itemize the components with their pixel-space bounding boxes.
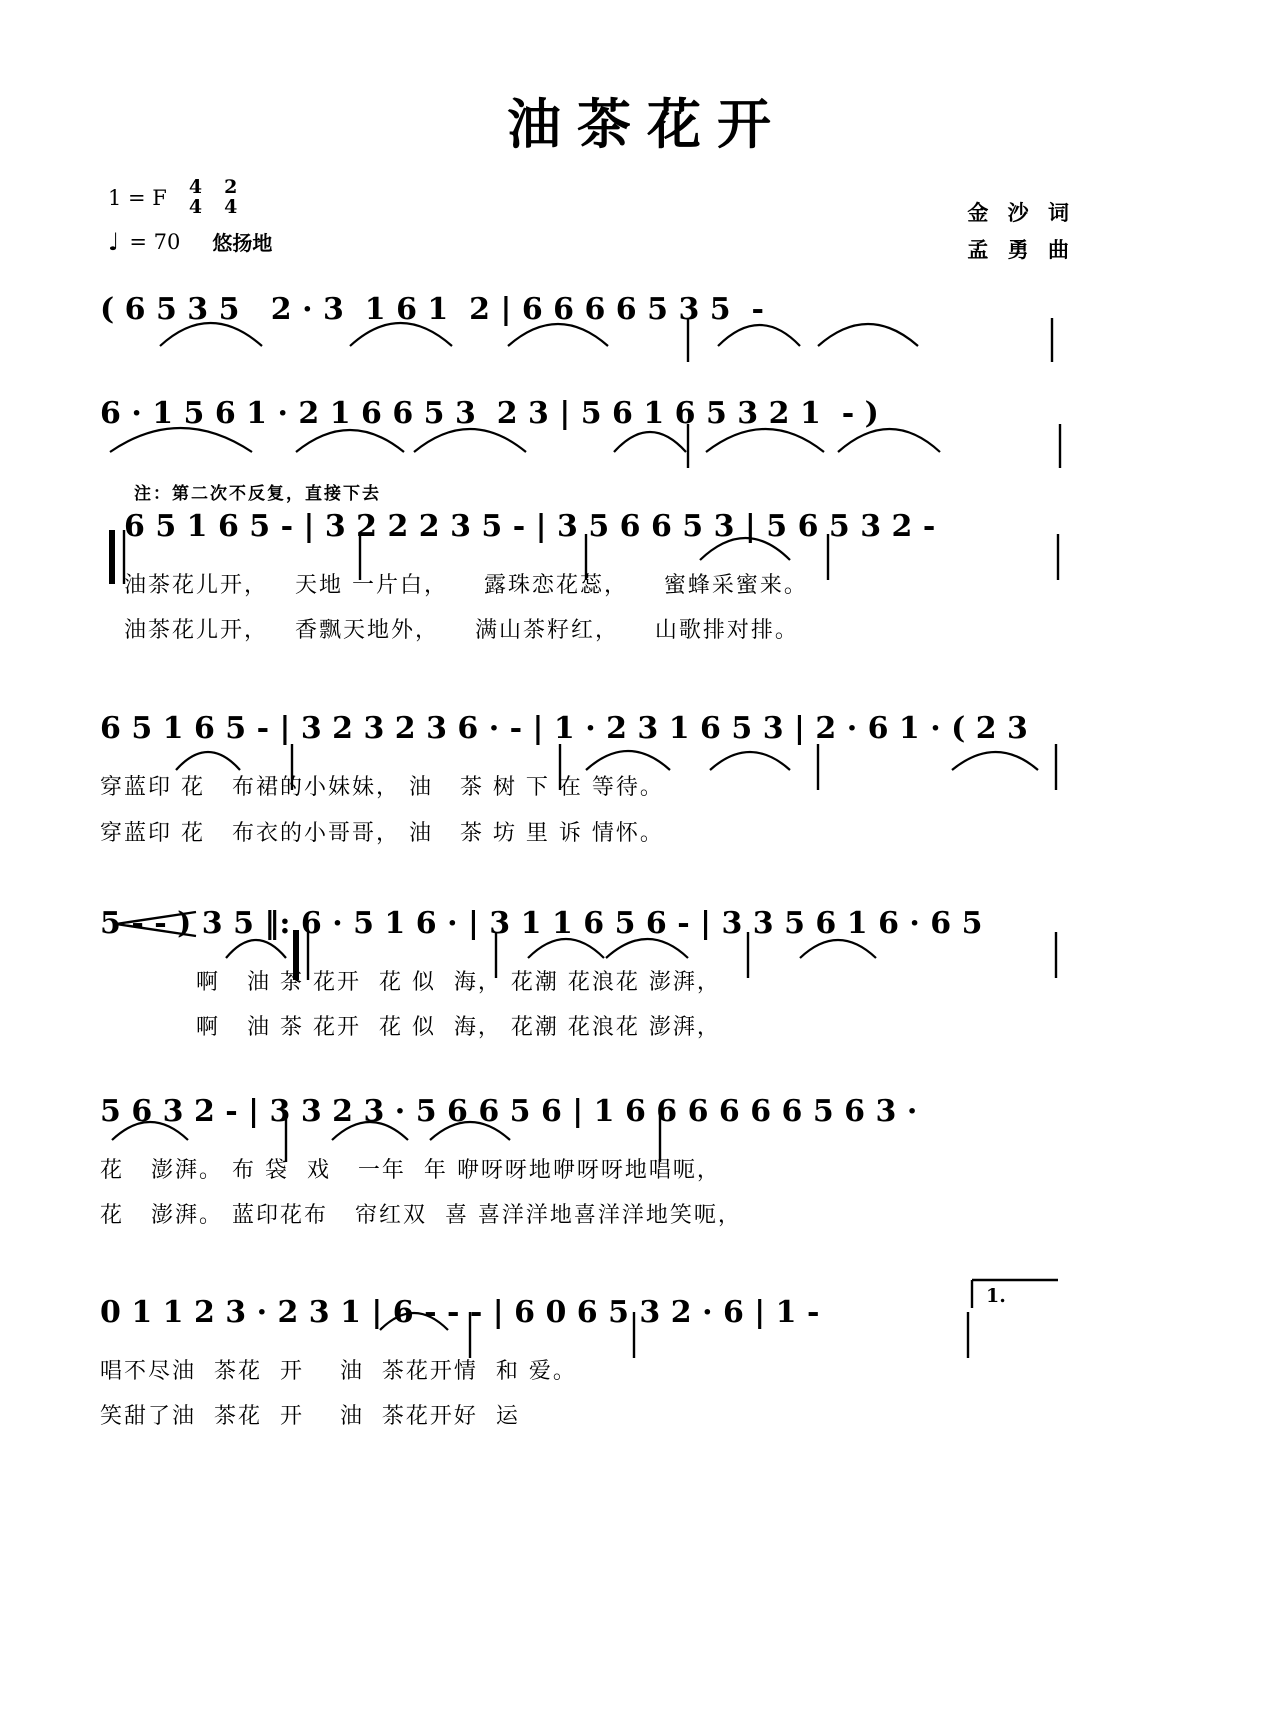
notation-line: 5 - - ) 3 5 ‖: 6 · 5 1 6 · | 3 1 1 6 5 6 - | 3 3 5 6 1 6 · 6 5	[100, 905, 983, 941]
expression-marking: 悠扬地	[212, 231, 273, 255]
lyric-line-verse1: 穿蓝印 花 布裙的小妹妹， 油 茶 树 下 在 等待。	[100, 775, 664, 801]
lyric-line-verse2: 油茶花儿开， 香飘天地外， 满山茶籽红， 山歌排对排。	[124, 618, 799, 644]
lyric-line-verse2: 啊 油 茶 花开 花 似 海， 花潮 花浪花 澎湃，	[196, 1014, 721, 1040]
lyric-line-verse1: 花 澎湃。 布 袋 戏 一年 年 咿呀呀地咿呀呀地唱呃，	[100, 1158, 721, 1184]
lyric-line-verse2: 穿蓝印 花 布衣的小哥哥， 油 茶 坊 里 诉 情怀。	[100, 820, 664, 846]
notation-line: 6 5 1 6 5 - | 3 2 2 2 3 5 - | 3 5 6 6 5 3 | 5 6 5 3 2 -	[124, 509, 936, 544]
notation-line: 6 · 1 5 6 1 · 2 1 6 6 5 3 2 3 | 5 6 1 6 5 3 2 1 - )	[100, 396, 879, 431]
performance-note	[0, 479, 1280, 504]
key-signature: 1 = F	[108, 186, 167, 210]
system-3	[0, 509, 1280, 648]
system-7	[0, 1294, 1280, 1434]
time-signature-secondary: 2 4	[224, 176, 238, 218]
lyricist-credit: 金 沙 词	[967, 200, 1075, 225]
lyric-line-verse2: 花 澎湃。 蓝印花布 帘红双 喜 喜洋洋地喜洋洋地笑呃，	[100, 1203, 742, 1229]
quarter-note-icon: ♩	[108, 227, 120, 256]
notation-line: ( 6 5 3 5 2 · 3 1 6 1 2 | 6 6 6 6 5 3 5 -	[100, 292, 764, 327]
volta-label: 1.	[986, 1285, 1006, 1307]
score-header	[0, 177, 1280, 269]
notation-line: 5 6 3 2 - | 3 3 2 3 · 5 6 6 5 6 | 1 6 6 6 6 6 6 5 6 3 ·	[100, 1094, 918, 1130]
composer-credit: 孟 勇 曲	[967, 236, 1075, 262]
tempo-value: = 70	[129, 229, 181, 254]
system-4	[0, 711, 1280, 850]
lyric-line-verse1: 唱不尽油 茶花 开 油 茶花开情 和 爱。	[100, 1358, 577, 1384]
lyric-line-verse1: 啊 油 茶 花开 花 似 海， 花潮 花浪花 澎湃，	[196, 969, 721, 995]
page-title: 油茶花开	[507, 92, 787, 156]
credits-block	[967, 195, 1075, 269]
annotation-text: 注：第二次不反复，直接下去	[134, 484, 381, 504]
lyric-line-verse2: 笑甜了油 茶花 开 油 茶花开好 运	[100, 1403, 520, 1429]
system-1	[0, 292, 1280, 341]
key-and-tempo-block	[108, 176, 273, 256]
system-2	[0, 396, 1280, 445]
lyric-line-verse1: 油茶花儿开， 天地 一片白， 露珠恋花蕊， 蜜蜂采蜜来。	[124, 573, 808, 598]
time-signature-primary: 4 4	[188, 176, 203, 218]
notation-line: 6 5 1 6 5 - | 3 2 3 2 3 6 · - | 1 · 2 3 1 6 5 3 | 2 · 6 1 · ( 2 3	[100, 711, 1028, 747]
system-6	[0, 1094, 1280, 1233]
system-5	[0, 905, 1280, 1045]
notation-line: 0 1 1 2 3 · 2 3 1 | 6 - - - | 6 0 6 5 3 2 · 6 | 1 -	[100, 1294, 820, 1330]
